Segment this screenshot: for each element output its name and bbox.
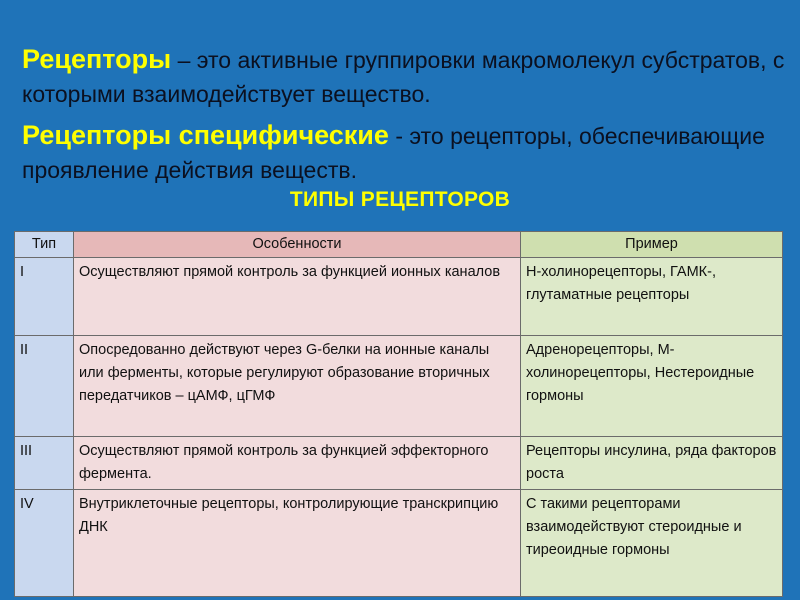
receptor-definition [22,42,792,111]
receptor-types-table [14,231,783,597]
definition-text: – это активные группировки макромолекул субстратов, с которыми взаимодействует вещество. [22,47,785,107]
cell-features: Осуществляют прямой контроль за функцией эффекторного фермента. [74,437,521,490]
cell-type: I [15,258,74,336]
table-row [15,490,783,597]
cell-features: Осуществляют прямой контроль за функцией ионных каналов [74,258,521,336]
term-receptors: Рецепторы [22,44,172,74]
cell-example: Адренорецепторы, М-холинорецепторы, Нестероидные гормоны [521,336,783,437]
table-title: ТИПЫ РЕЦЕПТОРОВ [289,188,511,211]
cell-features: Внутриклеточные рецепторы, контролирующие транскрипцию ДНК [74,490,521,597]
cell-example: С такими рецепторами взаимодействуют стероидные и тиреоидные гормоны [521,490,783,597]
definition-text: это рецепторы, обеспечивающие проявление действия веществ. [22,123,765,183]
header-features: Особенности [74,232,521,258]
definition-dash: - [388,123,410,149]
cell-example: Рецепторы инсулина, ряда факторов роста [521,437,783,490]
table-row [15,258,783,336]
cell-features: Опосредованно действуют через G-белки на ионные каналы или ферменты, которые регулируют образование вторичных передатчиков – цАМФ, цГМФ [74,336,521,437]
cell-type: III [15,437,74,490]
table-row [15,336,783,437]
header-type: Тип [15,232,74,258]
specific-receptor-definition [22,118,792,187]
term-specific-receptors: Рецепторы специфические [22,120,389,150]
cell-type: II [15,336,74,437]
header-example: Пример [521,232,783,258]
cell-type: IV [15,490,74,597]
cell-example: Н-холинорецепторы, ГАМК-, глутаматные рецепторы [521,258,783,336]
table-row [15,437,783,490]
table-header-row [15,232,783,258]
